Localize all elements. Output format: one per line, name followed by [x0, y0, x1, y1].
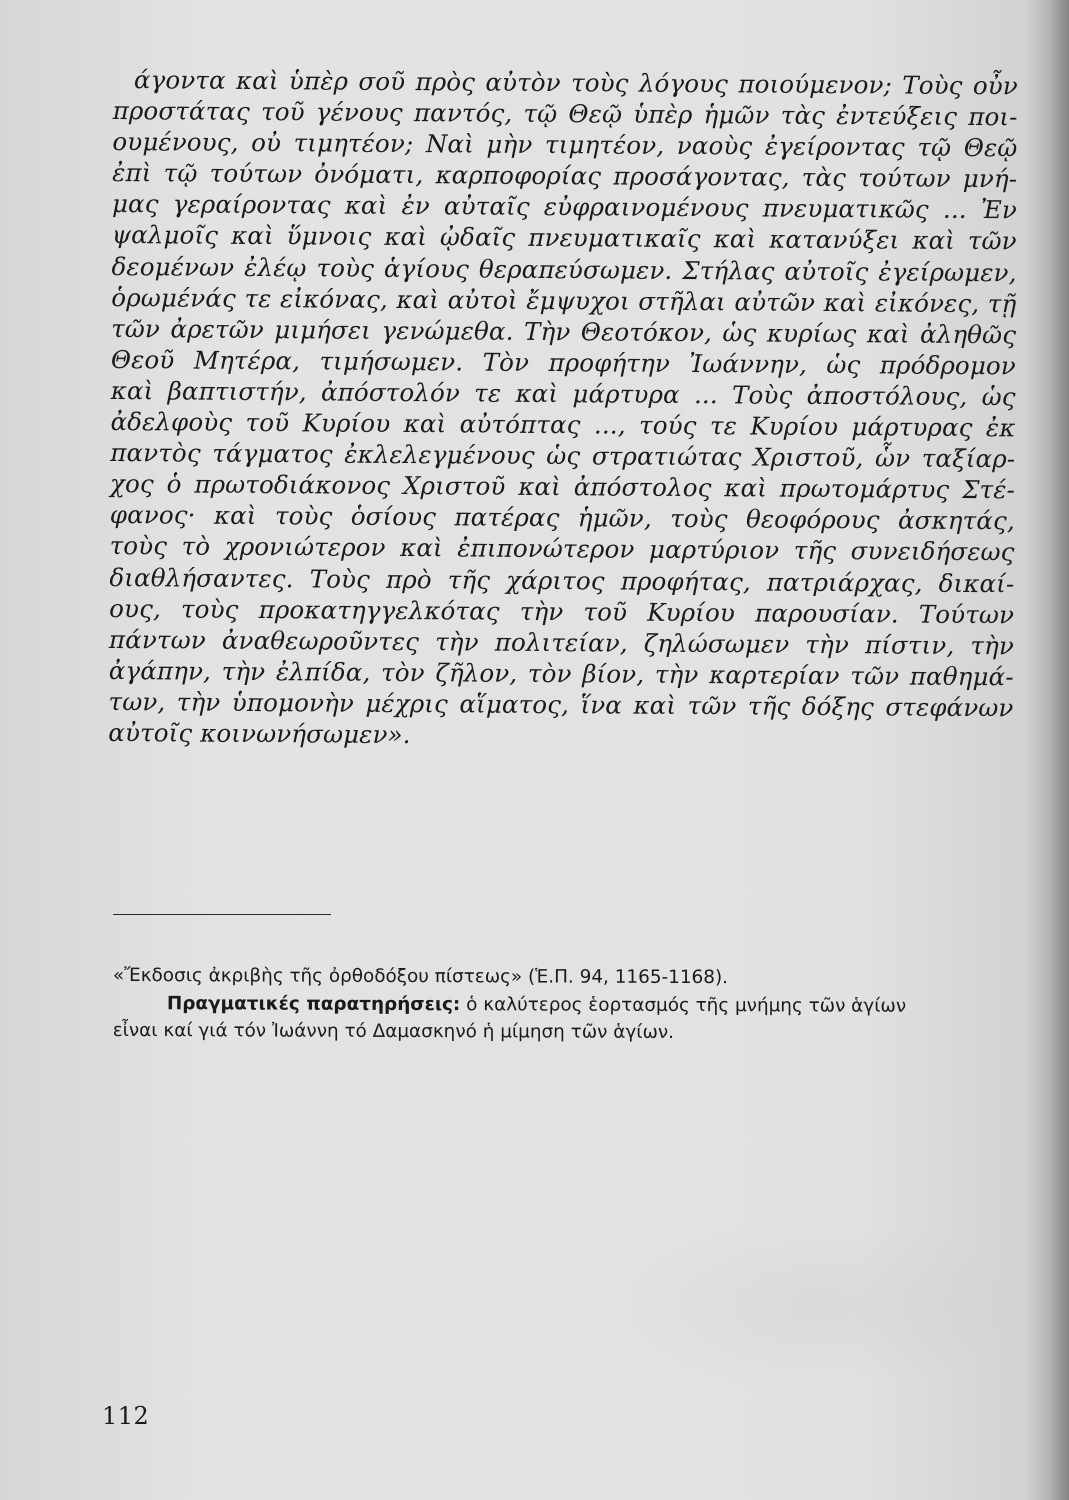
text-line: ἀγάπην, τὴν ἐλπίδα, τὸν ζῆλον, τὸν βίον, τὴν καρτερίαν τῶν παθημά-	[108, 655, 1014, 692]
text-line: ουμένους, οὐ τιμητέον; Ναὶ μὴν τιμητέον, ναοὺς ἐγείροντας τῷ Θεῷ	[112, 127, 1018, 163]
page-number: 112	[102, 1402, 150, 1430]
text-line: πάντων ἀναθεωροῦντες τὴν πολιτείαν, ζηλώσωμεν τὴν πίστιν, τὴν	[108, 624, 1015, 660]
text-line: δεομένων ἐλέῳ τοὺς ἁγίους θεραπεύσωμεν. Στήλας αὐτοῖς ἐγείρωμεν,	[111, 251, 1017, 287]
greek-quotation-text	[108, 64, 1018, 754]
text-line: φανος· καὶ τοὺς ὁσίους πατέρας ἡμῶν, τοὺς θεοφόρους ἀσκητάς,	[109, 500, 1015, 536]
text-line: των, τὴν ὑπομονὴν μέχρις αἵματος, ἵνα καὶ τῶν τῆς δόξης στεφάνων	[108, 686, 1014, 723]
text-line: ἐπὶ τῷ τούτων ὀνόματι, καρποφορίας προσάγοντας, τὰς τούτων μνή-	[112, 158, 1018, 194]
text-line: ὁρωμένάς τε εἰκόνας, καὶ αὐτοὶ ἔμψυχοι στῆλαι αὐτῶν καὶ εἰκόνες, τῇ	[111, 282, 1017, 318]
text-line: παντὸς τάγματος ἐκλελεγμένους ὡς στρατιώτας Χριστοῦ, ὧν ταξίαρ-	[110, 438, 1016, 474]
footnote-remarks-continuation: εἶναι καί γιά τόν Ἰωάννη τό Δαμασκηνό ἡ μίμηση τῶν ἁγίων.	[112, 1019, 675, 1043]
text-line: άγοντα καὶ ὑπὲρ σοῦ πρὸς αὐτὸν τοὺς λόγους ποιούμενον; Τοὺς οὖν	[133, 65, 1018, 101]
footnote-source: «Ἔκδοσις ἀκριβὴς τῆς ὀρθοδόξου πίστεως» (Ἑ.Π. 94, 1165-1168).	[112, 965, 729, 989]
text-line: τῶν ἀρετῶν μιμήσει γενώμεθα. Τὴν Θεοτόκον, ὡς κυρίως καὶ ἀληθῶς	[111, 313, 1017, 350]
text-line: τοὺς τὸ χρονιώτερον καὶ ἐπιπονώτερον μαρτύριον τῆς συνειδήσεως	[109, 531, 1015, 567]
text-line: ἀδελφοὺς τοῦ Κυρίου καὶ αὐτόπτας ..., τούς τε Κυρίου μάρτυρας ἐκ	[110, 407, 1016, 443]
footnote-divider	[113, 914, 331, 915]
page-edge-shadow	[1051, 0, 1069, 1500]
text-line: Θεοῦ Μητέρα, τιμήσωμεν. Τὸν προφήτην Ἰωάννην, ὡς πρόδρομον	[110, 344, 1017, 381]
show-through-shading	[620, 1220, 1020, 1390]
text-line: καὶ βαπτιστήν, ἀπόστολόν τε καὶ μάρτυρα ... Τοὺς ἀποστόλους, ὡς	[110, 375, 1016, 412]
text-line: προστάτας τοῦ γένους παντός, τῷ Θεῷ ὑπὲρ ἡμῶν τὰς ἐντεύξεις ποι-	[112, 96, 1018, 132]
text-line: μας γεραίροντας καὶ ἐν αὐταῖς εὐφραινομένους πνευματικῶς ... Ἐν	[111, 189, 1018, 225]
footnote-remarks-line	[113, 989, 1033, 1020]
text-line: ους, τοὺς προκατηγγελκότας τὴν τοῦ Κυρίου παρουσίαν. Τούτων	[109, 593, 1015, 629]
remarks-text: ὁ καλύτερος ἑορτασμός τῆς μνήμης τῶν ἁγίων	[460, 993, 907, 1017]
text-line: αὐτοῖς κοινωνήσωμεν».	[108, 717, 411, 750]
text-line: ψαλμοῖς καὶ ὕμνοις καὶ ᾠδαῖς πνευματικαῖς καὶ κατανύξει καὶ τῶν	[111, 220, 1017, 256]
text-line: χος ὁ πρωτοδιάκονος Χριστοῦ καὶ ἀπόστολος καὶ πρωτομάρτυς Στέ-	[109, 469, 1016, 505]
text-line: διαθλήσαντες. Τοὺς πρὸ τῆς χάριτος προφήτας, πατριάρχας, δικαί-	[109, 562, 1015, 598]
remarks-label: Πραγματικές παρατηρήσεις:	[166, 992, 461, 1015]
footnote	[113, 962, 1033, 1048]
